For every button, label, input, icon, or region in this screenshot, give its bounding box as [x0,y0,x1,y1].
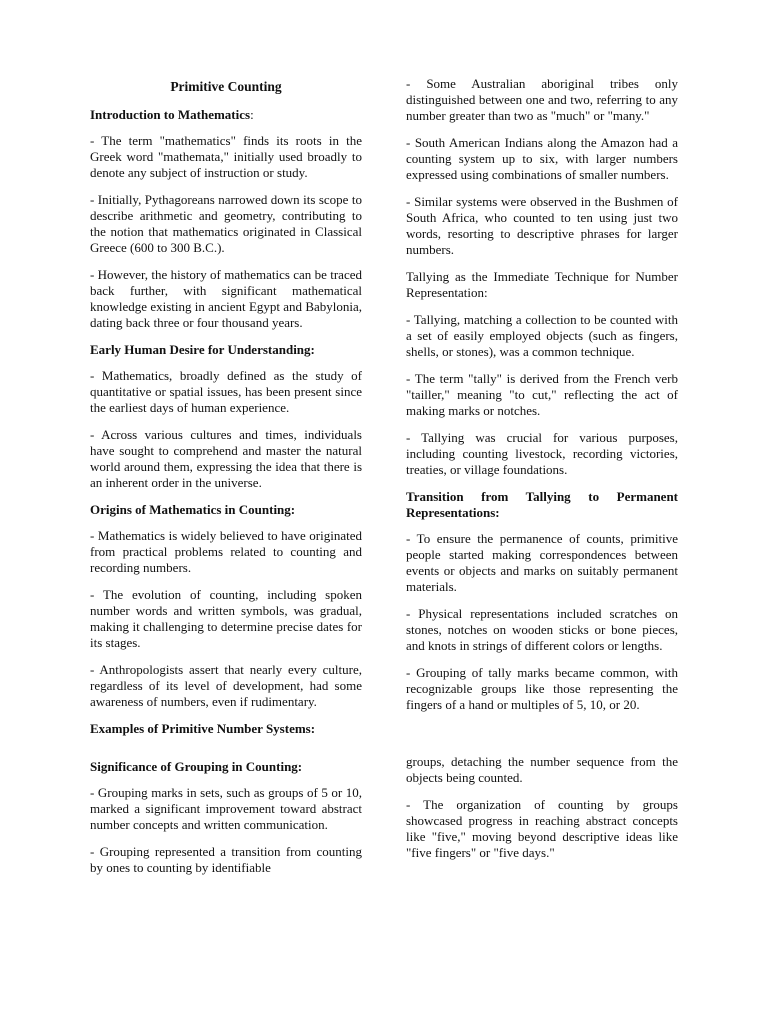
paragraph: - Some Australian aboriginal tribes only distinguished between one and two, referring to any number greater than two as "much" or "many." [406,76,678,123]
heading-early-desire: Early Human Desire for Understanding: [90,342,315,357]
paragraph: groups, detaching the number sequence from the objects being counted. [406,754,678,785]
paragraph: - Tallying, matching a collection to be counted with a set of easily employed objects (such as fingers, shells, or stones), was a common technique. [406,312,678,359]
paragraph: - Mathematics is widely believed to have originated from practical problems related to counting and recording numbers. [90,528,362,575]
paragraph: - Tallying was crucial for various purposes, including counting livestock, recording victories, treaties, or village foundations. [406,430,678,477]
heading-grouping: Significance of Grouping in Counting: [90,759,303,774]
paragraph: - However, the history of mathematics can be traced back further, with significant mathematical knowledge existing in ancient Egypt and Babylonia, dating back three or four thousand years. [90,267,362,330]
paragraph: - The evolution of counting, including spoken number words and written symbols, was gradual, making it challenging to determine precise dates for its stages. [90,587,362,650]
paragraph: - Grouping represented a transition from counting by ones to counting by identifiable [90,844,362,875]
paragraph: - Initially, Pythagoreans narrowed down its scope to describe arithmetic and geometry, contributing to the notion that mathematics originated in Classical Greece (600 to 300 B.C.). [90,192,362,255]
heading-examples: Examples of Primitive Number Systems: [90,721,316,736]
paragraph: - Physical representations included scratches on stones, notches on wooden sticks or bone pieces, and knots in strings of different colors or lengths. [406,606,678,653]
left-column [90,76,362,887]
heading-introduction [90,107,362,123]
paragraph: - Across various cultures and times, individuals have sought to comprehend and master the natural world around them, expressing the idea that there is an inherent order in the universe. [90,427,362,490]
paragraph: - Grouping of tally marks became common, with recognizable groups like those representing the fingers of a hand or multiples of 5, 10, or 20. [406,665,678,712]
heading-introduction-text: Introduction to Mathematics [90,107,251,122]
paragraph: - Grouping marks in sets, such as groups of 5 or 10, marked a significant improvement toward abstract number concepts and written communication. [90,785,362,832]
spacer [406,724,678,754]
document-title: Primitive Counting [170,79,282,94]
paragraph: - Similar systems were observed in the Bushmen of South Africa, who counted to ten using just two words, resorting to descriptive phrases for larger numbers. [406,194,678,257]
paragraph: - Anthropologists assert that nearly every culture, regardless of its level of development, had some awareness of numbers, even if rudimentary. [90,662,362,709]
paragraph: Tallying as the Immediate Technique for Number Representation: [406,269,678,300]
right-column [406,76,678,872]
spacer [90,747,362,759]
paragraph: - The organization of counting by groups showcased progress in reaching abstract concepts like "five," moving beyond descriptive ideas like "five fingers" or "five days." [406,797,678,860]
paragraph: - Mathematics, broadly defined as the study of quantitative or spatial issues, has been present since the earliest days of human experience. [90,368,362,415]
heading-origins: Origins of Mathematics in Counting: [90,502,296,517]
paragraph: - The term "tally" is derived from the French verb "tailler," meaning "to cut," reflecting the act of making marks or notches. [406,371,678,418]
heading-transition: Transition from Tallying to Permanent Representations: [406,489,678,520]
heading-introduction-colon: : [250,107,254,122]
paragraph: - To ensure the permanence of counts, primitive people started making correspondences between events or objects and marks on suitably permanent materials. [406,531,678,594]
paragraph: - The term "mathematics" finds its roots in the Greek word "mathemata," initially used broadly to denote any subject of instruction or study. [90,133,362,180]
paragraph: - South American Indians along the Amazon had a counting system up to six, with larger numbers expressed using combinations of smaller numbers. [406,135,678,182]
